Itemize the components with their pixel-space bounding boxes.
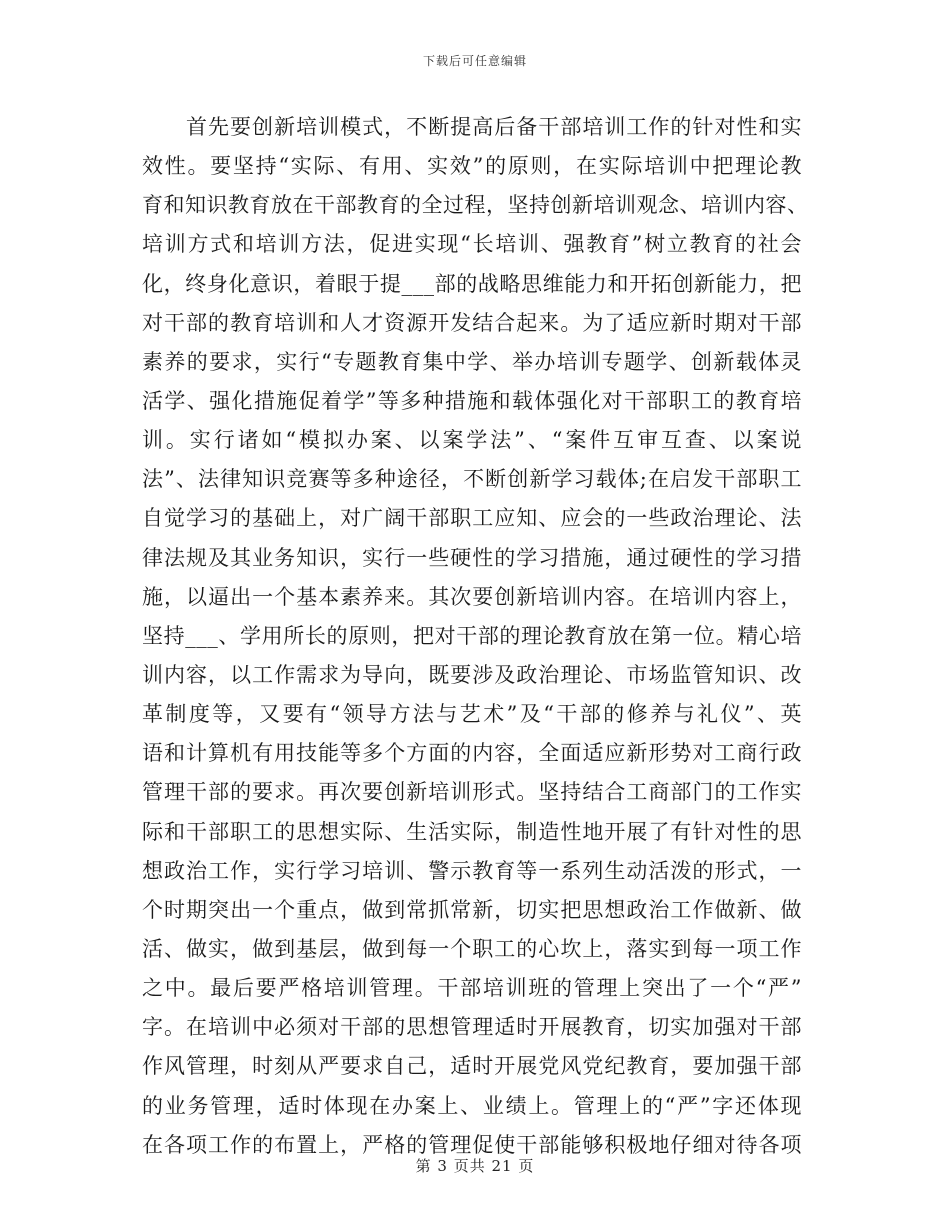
page-header-note: 下载后可任意编辑 bbox=[422, 54, 527, 68]
body-line: 施，以逼出一个基本素养来。其次要创新培训内容。在培训内容上， bbox=[142, 584, 802, 609]
document-body bbox=[142, 108, 809, 1165]
body-line: 际和干部职工的思想实际、生活实际，制造性地开展了有针对性的思 bbox=[142, 819, 802, 844]
body-line: 对干部的教育培训和人才资源开发结合起来。为了适应新时期对干部 bbox=[142, 310, 802, 335]
body-line: 革制度等，又要有“领导方法与艺术”及“干部的修养与礼仪”、英 bbox=[142, 702, 802, 727]
body-line: 坚持___、学用所长的原则，把对干部的理论教育放在第一位。精心培 bbox=[142, 623, 802, 648]
body-line: 首先要创新培训模式，不断提高后备干部培训工作的针对性和实 bbox=[186, 115, 802, 139]
body-line: 活、做实，做到基层，做到每一个职工的心坎上，落实到每一项工作 bbox=[142, 936, 802, 961]
body-line: 在各项工作的布置上，严格的管理促使干部能够积极地仔细对待各项 bbox=[142, 1132, 802, 1157]
body-line: 管理干部的要求。再次要创新培训形式。坚持结合工商部门的工作实 bbox=[142, 780, 802, 805]
body-line: 个时期突出一个重点，做到常抓常新，切实把思想政治工作做新、做 bbox=[142, 897, 802, 922]
body-line: 效性。要坚持“实际、有用、实效”的原则，在实际培训中把理论教 bbox=[142, 154, 802, 179]
body-line: 律法规及其业务知识，实行一些硬性的学习措施，通过硬性的学习措 bbox=[142, 545, 802, 570]
body-line: 想政治工作，实行学习培训、警示教育等一系列生动活泼的形式，一 bbox=[142, 858, 802, 883]
page-number-footer: 第 3 页共 21 页 bbox=[415, 1157, 535, 1175]
body-line: 活学、强化措施促着学”等多种措施和载体强化对干部职工的教育培 bbox=[142, 388, 802, 413]
body-line: 之中。最后要严格培训管理。干部培训班的管理上突出了一个“严” bbox=[142, 976, 802, 1001]
body-line: 自觉学习的基础上，对广阔干部职工应知、应会的一些政治理论、法 bbox=[142, 506, 802, 531]
body-line: 育和知识教育放在干部教育的全过程，坚持创新培训观念、培训内容、 bbox=[142, 193, 809, 218]
body-line: 训内容，以工作需求为导向，既要涉及政治理论、市场监管知识、改 bbox=[142, 662, 802, 687]
body-line: 语和计算机有用技能等多个方面的内容，全面适应新形势对工商行政 bbox=[142, 741, 802, 766]
body-line: 的业务管理，适时体现在办案上、业绩上。管理上的“严”字还体现 bbox=[142, 1093, 802, 1118]
body-line: 训。实行诸如“模拟办案、以案学法”、“案件互审互查、以案说 bbox=[142, 428, 802, 453]
body-line: 字。在培训中必须对干部的思想管理适时开展教育，切实加强对干部 bbox=[142, 1015, 802, 1040]
body-line: 法”、法律知识竞赛等多种途径，不断创新学习载体;在启发干部职工 bbox=[142, 467, 802, 492]
body-line: 素养的要求，实行“专题教育集中学、举办培训专题学、创新载体灵 bbox=[142, 349, 802, 374]
body-line: 培训方式和培训方法，促进实现“长培训、强教育”树立教育的社会 bbox=[142, 232, 802, 257]
body-line: 化，终身化意识，着眼于提___部的战略思维能力和开拓创新能力，把 bbox=[142, 271, 802, 296]
body-line: 作风管理，时刻从严要求自己，适时开展党风党纪教育，要加强干部 bbox=[142, 1054, 802, 1079]
